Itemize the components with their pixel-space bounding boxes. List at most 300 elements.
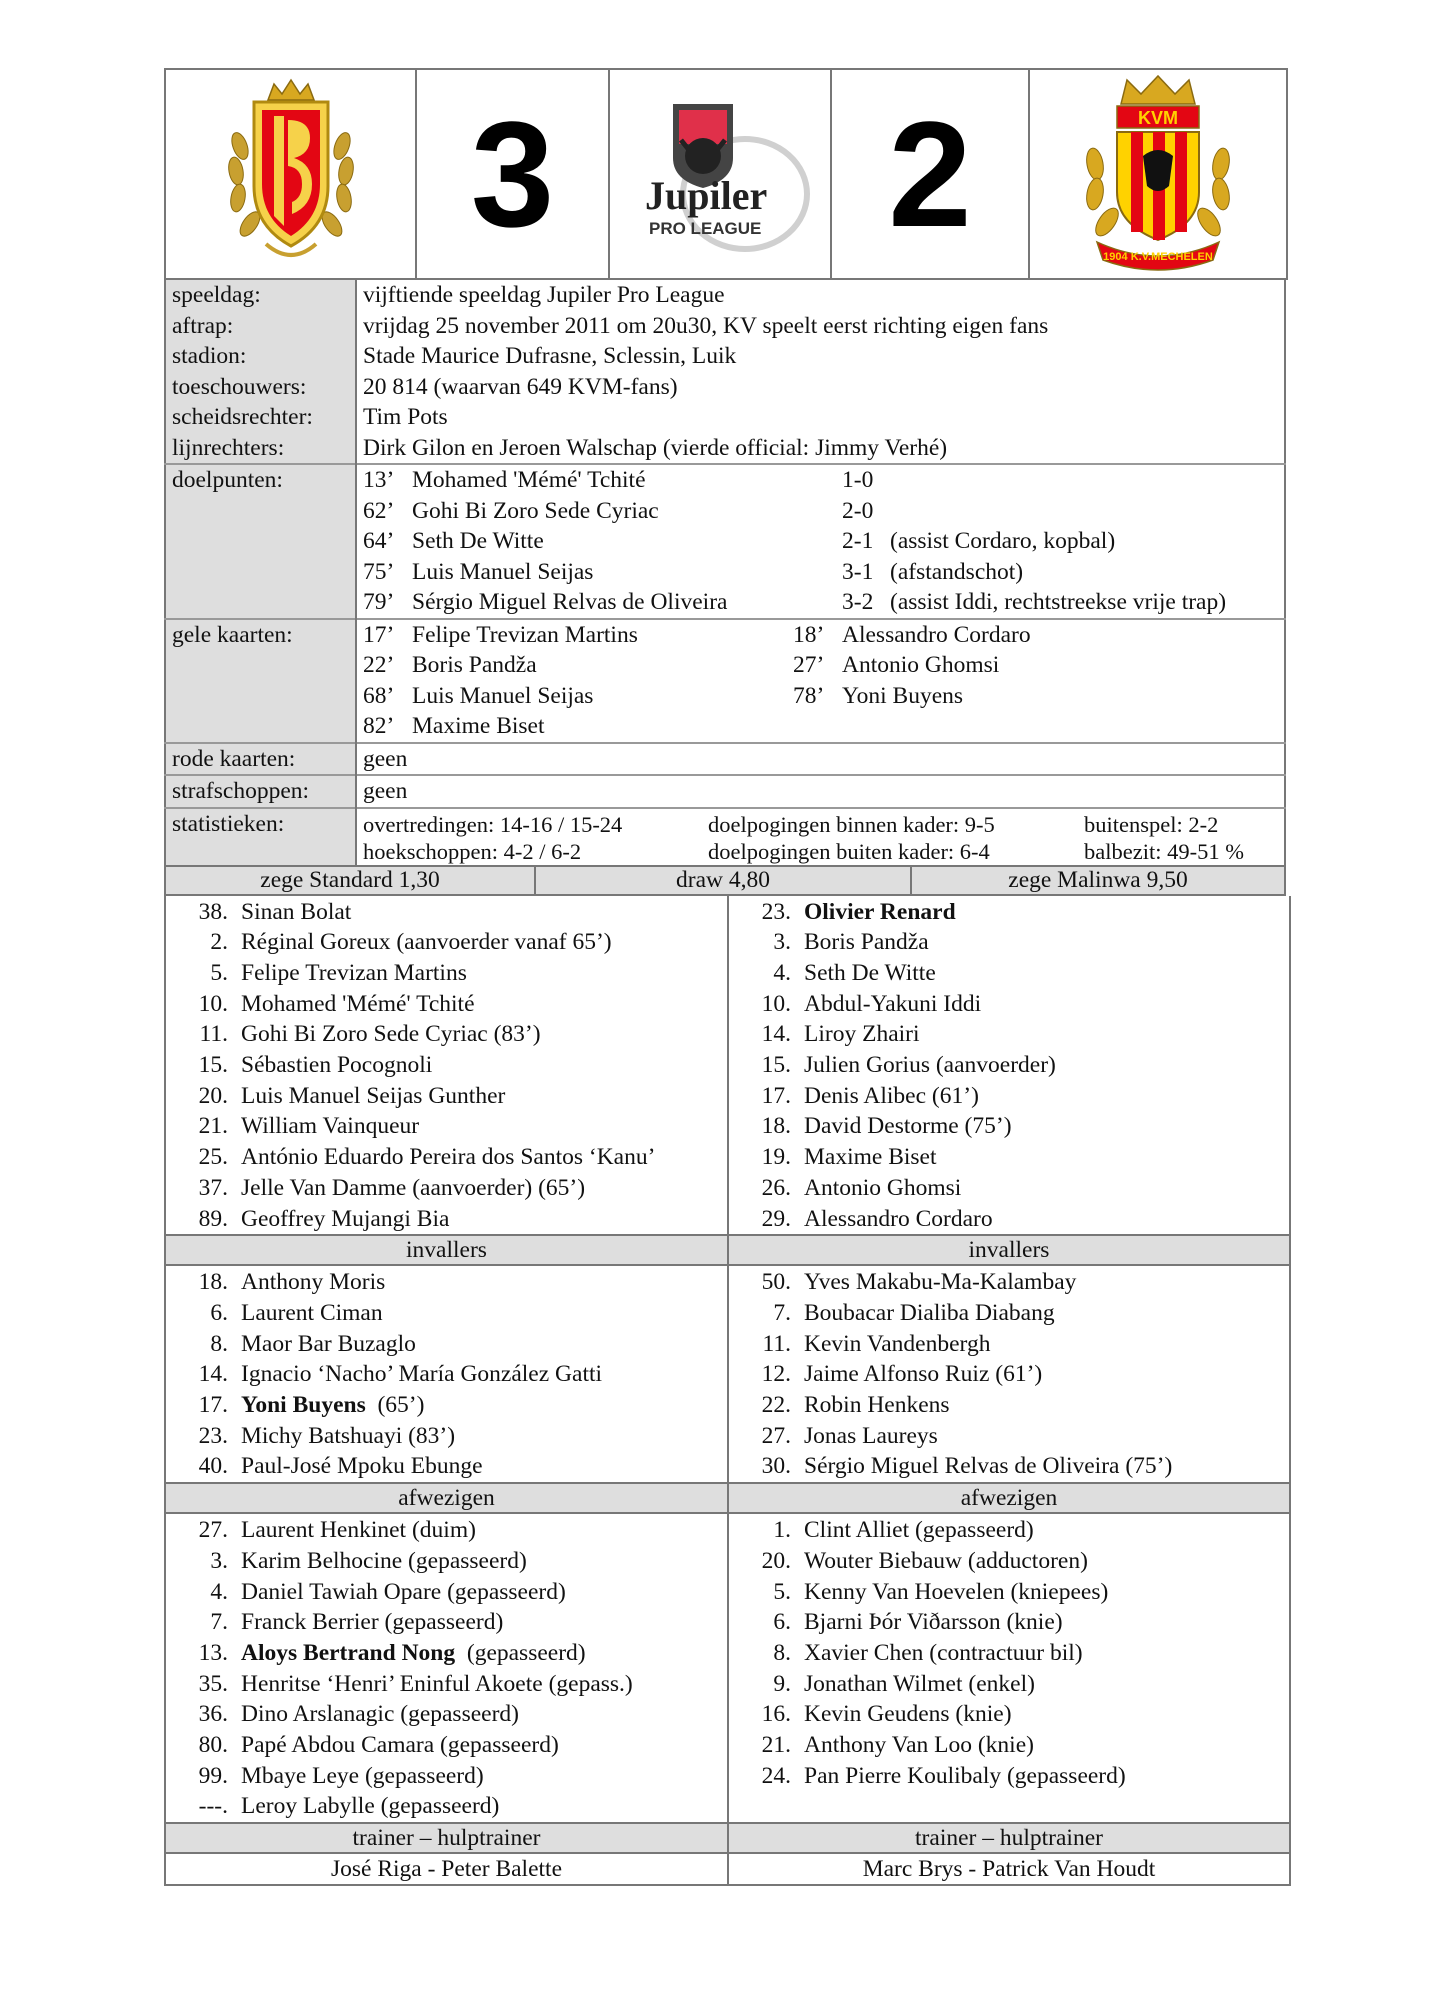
home-subs-heading: invallers <box>165 1235 728 1265</box>
stat-shots-on-target: doelpogingen binnen kader: 9-5 <box>708 811 995 837</box>
player-entry <box>804 1730 1289 1761</box>
player-name: Sinan Bolat <box>241 898 352 925</box>
player-number: 21. <box>761 1732 791 1759</box>
player-name: Abdul-Yakuni Iddi <box>804 990 982 1017</box>
player-entry <box>241 1173 727 1204</box>
player-name: Karim Belhocine (gepasseerd) <box>241 1547 527 1574</box>
player-row <box>166 1204 727 1235</box>
player-entry <box>804 1577 1289 1608</box>
player-name: Julien Gorius (aanvoerder) <box>804 1052 1056 1079</box>
player-entry <box>804 1050 1289 1081</box>
player-row <box>729 1607 1289 1638</box>
player-row <box>729 1204 1289 1235</box>
player-entry <box>241 1329 727 1360</box>
player-name: Yves Makabu-Ma-Kalambay <box>804 1269 1077 1296</box>
player-name: Papé Abdou Camara (gepasseerd) <box>241 1732 559 1759</box>
yellow-cards-list <box>363 620 1284 742</box>
player-entry <box>241 927 727 958</box>
player-row <box>729 1267 1289 1298</box>
player-number: 20. <box>198 1082 228 1109</box>
player-entry <box>241 1669 727 1700</box>
player-name: Henritse ‘Henri’ Eninful Akoete (gepass.) <box>241 1670 633 1697</box>
goal-scorer: Seth De Witte <box>412 528 544 554</box>
player-entry <box>804 1421 1289 1452</box>
player-number: 13. <box>198 1639 228 1666</box>
player-number: 36. <box>198 1701 228 1728</box>
coaches-row <box>165 1853 1290 1885</box>
goal-scorer: Sérgio Miguel Relvas de Oliveira <box>412 589 728 615</box>
card-minute-away <box>793 711 842 742</box>
player-entry <box>241 1390 727 1421</box>
player-number: 99. <box>198 1762 228 1789</box>
info-value: Tim Pots <box>363 404 448 430</box>
player-row <box>166 1515 727 1546</box>
player-name: Aloys Bertrand Nong <box>241 1639 456 1666</box>
player-entry <box>241 1298 727 1329</box>
info-row <box>165 280 1285 311</box>
player-entry <box>804 1204 1289 1235</box>
squads <box>164 896 1291 1887</box>
betting-odds <box>164 865 1286 896</box>
player-extra: (gepasseerd) <box>455 1639 586 1666</box>
player-row <box>729 1359 1289 1390</box>
info-label: scheidsrechter: <box>165 402 356 433</box>
subs-band <box>165 1235 1290 1265</box>
player-row <box>166 1421 727 1452</box>
away-subs-heading: invallers <box>728 1235 1290 1265</box>
player-number: 80. <box>198 1732 228 1759</box>
player-entry <box>804 1669 1289 1700</box>
player-number: 12. <box>761 1361 791 1388</box>
info-value: Stade Maurice Dufrasne, Sclessin, Luik <box>363 343 737 369</box>
player-name: Jonathan Wilmet (enkel) <box>804 1670 1035 1697</box>
player-name: Anthony Moris <box>241 1269 386 1296</box>
info-row <box>165 311 1285 342</box>
info-value: Dirk Gilon en Jeroen Walschap (vierde official: Jimmy Verhé) <box>363 434 948 461</box>
player-number: 40. <box>198 1453 228 1480</box>
home-trainer-heading: trainer – hulptrainer <box>165 1823 728 1853</box>
kvm-ribbon-text: 1904 K.V.MECHELEN <box>1103 251 1213 263</box>
player-row <box>729 1111 1289 1142</box>
player-entry <box>804 1298 1289 1329</box>
player-name: Laurent Ciman <box>241 1299 383 1326</box>
player-number: 4. <box>210 1578 228 1605</box>
player-name: Luis Manuel Seijas Gunther <box>241 1082 506 1109</box>
odds-home: zege Standard 1,30 <box>165 866 535 895</box>
goals-list <box>363 465 1284 618</box>
player-row <box>166 1019 727 1050</box>
player-entry <box>241 1267 727 1298</box>
player-number: 18. <box>761 1113 791 1140</box>
player-name: Felipe Trevizan Martins <box>241 959 467 986</box>
player-number: 24. <box>761 1762 791 1789</box>
player-name: António Eduardo Pereira dos Santos ‘Kanu’ <box>241 1144 656 1171</box>
goal-score: 2-1 <box>842 528 874 554</box>
player-entry <box>804 1546 1289 1577</box>
player-name: Mbaye Leye (gepasseerd) <box>241 1762 484 1789</box>
goal-minute: 13’ <box>363 467 395 493</box>
player-number: 38. <box>198 898 228 925</box>
player-row <box>729 1669 1289 1700</box>
player-number: 15. <box>761 1052 791 1079</box>
player-entry <box>241 1359 727 1390</box>
player-entry <box>804 1359 1289 1390</box>
goal-score: 3-2 <box>842 589 874 615</box>
card-minute-home: 68’ <box>363 682 395 709</box>
player-row <box>729 958 1289 989</box>
stat-fouls: overtredingen: 14-16 / 15-24 <box>363 811 623 837</box>
info-label: lijnrechters: <box>165 433 356 465</box>
player-entry <box>804 1451 1289 1482</box>
player-row <box>166 958 727 989</box>
player-name: Seth De Witte <box>804 959 936 986</box>
player-name: Yoni Buyens <box>241 1392 366 1419</box>
player-name: Geoffrey Mujangi Bia <box>241 1205 450 1232</box>
goal-minute: 75’ <box>363 558 395 585</box>
info-value: vijftiende speeldag Jupiler Pro League <box>363 282 725 308</box>
stat-offside: buitenspel: 2-2 <box>1084 811 1219 837</box>
home-absent <box>165 1513 728 1823</box>
odds-draw: draw 4,80 <box>535 866 911 895</box>
player-entry <box>241 1081 727 1112</box>
player-row <box>166 1607 727 1638</box>
player-number: 10. <box>198 990 228 1017</box>
player-name: Jaime Alfonso Ruiz (61’) <box>804 1361 1043 1388</box>
player-entry <box>804 1019 1289 1050</box>
away-starters <box>728 896 1290 1236</box>
player-row <box>166 1390 727 1421</box>
player-number: 25. <box>198 1144 228 1171</box>
player-name: Réginal Goreux (aanvoerder vanaf 65’) <box>241 929 612 956</box>
jupiler-pro-league-logo <box>609 69 831 279</box>
player-name: Liroy Zhairi <box>804 1021 920 1048</box>
away-score: 2 <box>888 90 972 258</box>
red-cards-label: rode kaarten: <box>165 743 356 776</box>
player-number: 14. <box>198 1361 228 1388</box>
player-number: 1. <box>773 1517 791 1544</box>
player-name: Boris Pandža <box>804 929 929 956</box>
card-minute-home: 17’ <box>363 621 395 648</box>
player-number: 7. <box>210 1609 228 1636</box>
player-row <box>166 1546 727 1577</box>
player-number: 14. <box>761 1021 791 1048</box>
player-entry <box>241 1730 727 1761</box>
player-entry <box>804 1390 1289 1421</box>
player-row <box>729 1699 1289 1730</box>
away-subs <box>728 1265 1290 1483</box>
player-name: Paul-José Mpoku Ebunge <box>241 1453 483 1480</box>
player-name: Xavier Chen (contractuur bil) <box>804 1639 1083 1666</box>
player-name: Denis Alibec (61’) <box>804 1082 979 1109</box>
away-score-cell <box>831 69 1029 279</box>
player-row <box>166 927 727 958</box>
stats-grid <box>363 809 1284 865</box>
player-name: Sérgio Miguel Relvas de Oliveira (75’) <box>804 1453 1173 1480</box>
player-row <box>729 1546 1289 1577</box>
info-value: 20 814 (waarvan 649 KVM-fans) <box>363 373 678 400</box>
goal-minute: 64’ <box>363 528 395 554</box>
goal-score: 3-1 <box>842 558 874 585</box>
player-name: Michy Batshuayi (83’) <box>241 1422 456 1449</box>
away-absent-heading: afwezigen <box>728 1483 1290 1513</box>
player-row <box>729 897 1289 928</box>
goal-note: (assist Iddi, rechtstreekse vrije trap) <box>890 589 1227 615</box>
player-row <box>729 1638 1289 1669</box>
goal-minute: 62’ <box>363 497 395 524</box>
goal-scorer: Gohi Bi Zoro Sede Cyriac <box>412 497 659 524</box>
player-row <box>166 1081 727 1112</box>
player-name: Ignacio ‘Nacho’ María González Gatti <box>241 1361 603 1388</box>
player-number: 29. <box>761 1205 791 1232</box>
player-row <box>166 1451 727 1482</box>
card-player-home: Felipe Trevizan Martins <box>412 621 638 648</box>
player-number: 27. <box>761 1422 791 1449</box>
player-entry <box>804 927 1289 958</box>
player-entry <box>804 989 1289 1020</box>
player-number: 89. <box>198 1205 228 1232</box>
player-number: 17. <box>198 1392 228 1419</box>
info-row <box>165 372 1285 403</box>
player-row <box>166 1111 727 1142</box>
player-name: Kenny Van Hoevelen (kniepees) <box>804 1578 1109 1605</box>
player-number: 8. <box>210 1330 228 1357</box>
player-entry <box>241 1050 727 1081</box>
stat-shots-off-target: doelpogingen buiten kader: 6-4 <box>708 838 990 864</box>
goal-note: (afstandschot) <box>890 558 1024 585</box>
player-row <box>166 1791 727 1822</box>
player-entry <box>241 1699 727 1730</box>
goals-label: doelpunten: <box>165 464 356 619</box>
player-row <box>729 1329 1289 1360</box>
player-entry <box>241 1577 727 1608</box>
player-entry <box>804 1761 1289 1792</box>
player-number: 5. <box>773 1578 791 1605</box>
player-entry <box>804 1111 1289 1142</box>
card-player-away <box>842 711 1284 742</box>
player-entry <box>804 1173 1289 1204</box>
player-number: 27. <box>198 1517 228 1544</box>
player-entry <box>241 1204 727 1235</box>
card-player-home: Luis Manuel Seijas <box>412 682 594 709</box>
player-entry <box>241 1142 727 1173</box>
player-name: Maxime Biset <box>804 1144 937 1171</box>
player-entry <box>241 958 727 989</box>
pro-league-wordmark: PRO LEAGUE <box>649 219 762 238</box>
card-minute-away: 78’ <box>793 682 825 709</box>
player-number: 20. <box>761 1547 791 1574</box>
player-row <box>166 1173 727 1204</box>
absent-band <box>165 1483 1290 1513</box>
absent-row <box>165 1513 1290 1823</box>
player-number: 10. <box>761 990 791 1017</box>
player-entry <box>241 1546 727 1577</box>
player-number: 11. <box>762 1330 791 1357</box>
kv-mechelen-logo <box>1029 69 1287 279</box>
home-subs <box>165 1265 728 1483</box>
player-name: Wouter Biebauw (adductoren) <box>804 1547 1088 1574</box>
player-entry <box>241 1761 727 1792</box>
player-number: 30. <box>761 1453 791 1480</box>
stat-possession: balbezit: 49-51 % <box>1084 838 1244 864</box>
player-number: 50. <box>761 1269 791 1296</box>
player-number: 6. <box>210 1299 228 1326</box>
player-row <box>729 1019 1289 1050</box>
card-player-away: Antonio Ghomsi <box>842 652 1000 678</box>
card-minute-away: 27’ <box>793 652 825 678</box>
player-row <box>166 1699 727 1730</box>
player-number: 19. <box>761 1144 791 1171</box>
player-number: 23. <box>198 1422 228 1449</box>
player-number: 6. <box>773 1609 791 1636</box>
card-player-away: Yoni Buyens <box>842 682 964 709</box>
card-minute-away: 18’ <box>793 621 825 648</box>
player-number: 15. <box>198 1052 228 1079</box>
player-name: Anthony Van Loo (knie) <box>804 1732 1034 1759</box>
goal-note <box>890 465 1284 496</box>
kvm-letters: KVM <box>1138 108 1178 128</box>
jupiler-wordmark: Jupiler <box>645 173 768 218</box>
player-name: Leroy Labylle (gepasseerd) <box>241 1793 500 1820</box>
player-row <box>729 1761 1289 1792</box>
player-entry <box>241 1421 727 1452</box>
player-name: Olivier Renard <box>804 898 956 925</box>
player-row <box>166 1669 727 1700</box>
home-score: 3 <box>470 90 555 258</box>
goal-scorer: Luis Manuel Seijas <box>412 558 594 585</box>
info-label: stadion: <box>165 341 356 372</box>
player-entry <box>241 1019 727 1050</box>
info-label: toeschouwers: <box>165 372 356 403</box>
red-cards-row <box>165 743 1285 776</box>
player-entry <box>804 1267 1289 1298</box>
player-name: Laurent Henkinet (duim) <box>241 1517 476 1544</box>
info-row <box>165 341 1285 372</box>
player-number: 21. <box>198 1113 228 1140</box>
player-name: Antonio Ghomsi <box>804 1174 962 1201</box>
player-name: Maor Bar Buzaglo <box>241 1330 416 1357</box>
player-row <box>166 1761 727 1792</box>
player-entry <box>804 1081 1289 1112</box>
trainer-band <box>165 1823 1290 1853</box>
home-starters <box>165 896 728 1236</box>
standard-liege-logo <box>165 69 416 279</box>
player-row <box>166 1267 727 1298</box>
away-absent <box>728 1513 1290 1823</box>
player-number: 18. <box>198 1269 228 1296</box>
player-entry <box>804 1638 1289 1669</box>
stats-row <box>165 808 1285 865</box>
player-row <box>729 927 1289 958</box>
player-number: 9. <box>773 1670 791 1697</box>
player-number: 17. <box>761 1082 791 1109</box>
info-row <box>165 402 1285 433</box>
home-score-cell <box>416 69 609 279</box>
card-player-home: Maxime Biset <box>412 713 545 739</box>
subs-row <box>165 1265 1290 1483</box>
home-absent-heading: afwezigen <box>165 1483 728 1513</box>
match-info <box>164 280 1286 865</box>
player-row <box>166 989 727 1020</box>
player-name: Daniel Tawiah Opare (gepasseerd) <box>241 1578 566 1605</box>
goal-scorer: Mohamed 'Mémé' Tchité <box>412 467 646 493</box>
goal-minute: 79’ <box>363 589 395 615</box>
player-row <box>729 989 1289 1020</box>
player-row <box>729 1050 1289 1081</box>
penalties-label: strafschoppen: <box>165 775 356 808</box>
goals-row <box>165 464 1285 619</box>
odds-away: zege Malinwa 9,50 <box>911 866 1285 895</box>
player-number: 16. <box>761 1701 791 1728</box>
player-name: Alessandro Cordaro <box>804 1205 993 1232</box>
player-entry <box>241 897 727 928</box>
penalties-row <box>165 775 1285 808</box>
player-name: Gohi Bi Zoro Sede Cyriac (83’) <box>241 1021 541 1048</box>
player-entry <box>241 1791 727 1822</box>
info-value: vrijdag 25 november 2011 om 20u30, KV speelt eerst richting eigen fans <box>363 312 1049 339</box>
player-number: 11. <box>199 1021 228 1048</box>
player-row <box>729 1298 1289 1329</box>
player-row <box>729 1173 1289 1204</box>
player-row <box>166 1142 727 1173</box>
player-row <box>166 1730 727 1761</box>
player-entry <box>804 897 1289 928</box>
player-entry <box>804 1142 1289 1173</box>
player-name: Clint Alliet (gepasseerd) <box>804 1517 1034 1544</box>
player-name: Bjarni Þór Viðarsson (knie) <box>804 1609 1063 1636</box>
info-label: aftrap: <box>165 311 356 342</box>
penalties-value: geen <box>356 775 1285 808</box>
red-cards-value: geen <box>356 743 1285 776</box>
away-trainer-heading: trainer – hulptrainer <box>728 1823 1290 1853</box>
goal-score: 2-0 <box>842 497 874 524</box>
card-player-home: Boris Pandža <box>412 652 537 678</box>
player-number: 7. <box>773 1299 791 1326</box>
home-coaches: José Riga - Peter Balette <box>330 1856 563 1883</box>
stats-label: statistieken: <box>165 808 356 865</box>
player-name: David Destorme (75’) <box>804 1113 1012 1140</box>
player-entry <box>241 1515 727 1546</box>
player-number: 8. <box>773 1639 791 1666</box>
card-minute-home: 22’ <box>363 652 395 678</box>
away-coaches: Marc Brys - Patrick Van Houdt <box>728 1853 1290 1885</box>
player-number: 3. <box>210 1547 228 1574</box>
player-name: Jelle Van Damme (aanvoerder) (65’) <box>241 1174 586 1201</box>
player-number: 26. <box>761 1174 791 1201</box>
goal-note: (assist Cordaro, kopbal) <box>890 528 1116 554</box>
player-row <box>729 1142 1289 1173</box>
player-number: 37. <box>198 1174 228 1201</box>
player-name: Kevin Vandenbergh <box>804 1330 991 1357</box>
player-row <box>166 1329 727 1360</box>
info-label: speeldag: <box>165 280 356 311</box>
player-row <box>166 1050 727 1081</box>
player-number: 5. <box>210 959 228 986</box>
player-row <box>166 1298 727 1329</box>
player-entry <box>241 1638 727 1669</box>
player-name: Pan Pierre Koulibaly (gepasseerd) <box>804 1762 1126 1789</box>
score-header <box>164 68 1288 280</box>
player-number: ---. <box>198 1793 228 1820</box>
player-name: Robin Henkens <box>804 1392 950 1419</box>
player-row <box>729 1515 1289 1546</box>
player-number: 3. <box>773 929 791 956</box>
player-name: Boubacar Dialiba Diabang <box>804 1299 1055 1326</box>
player-row <box>166 1638 727 1669</box>
card-player-away: Alessandro Cordaro <box>842 621 1031 648</box>
player-row <box>729 1730 1289 1761</box>
player-row <box>729 1451 1289 1482</box>
player-name: Mohamed 'Mémé' Tchité <box>241 990 475 1017</box>
